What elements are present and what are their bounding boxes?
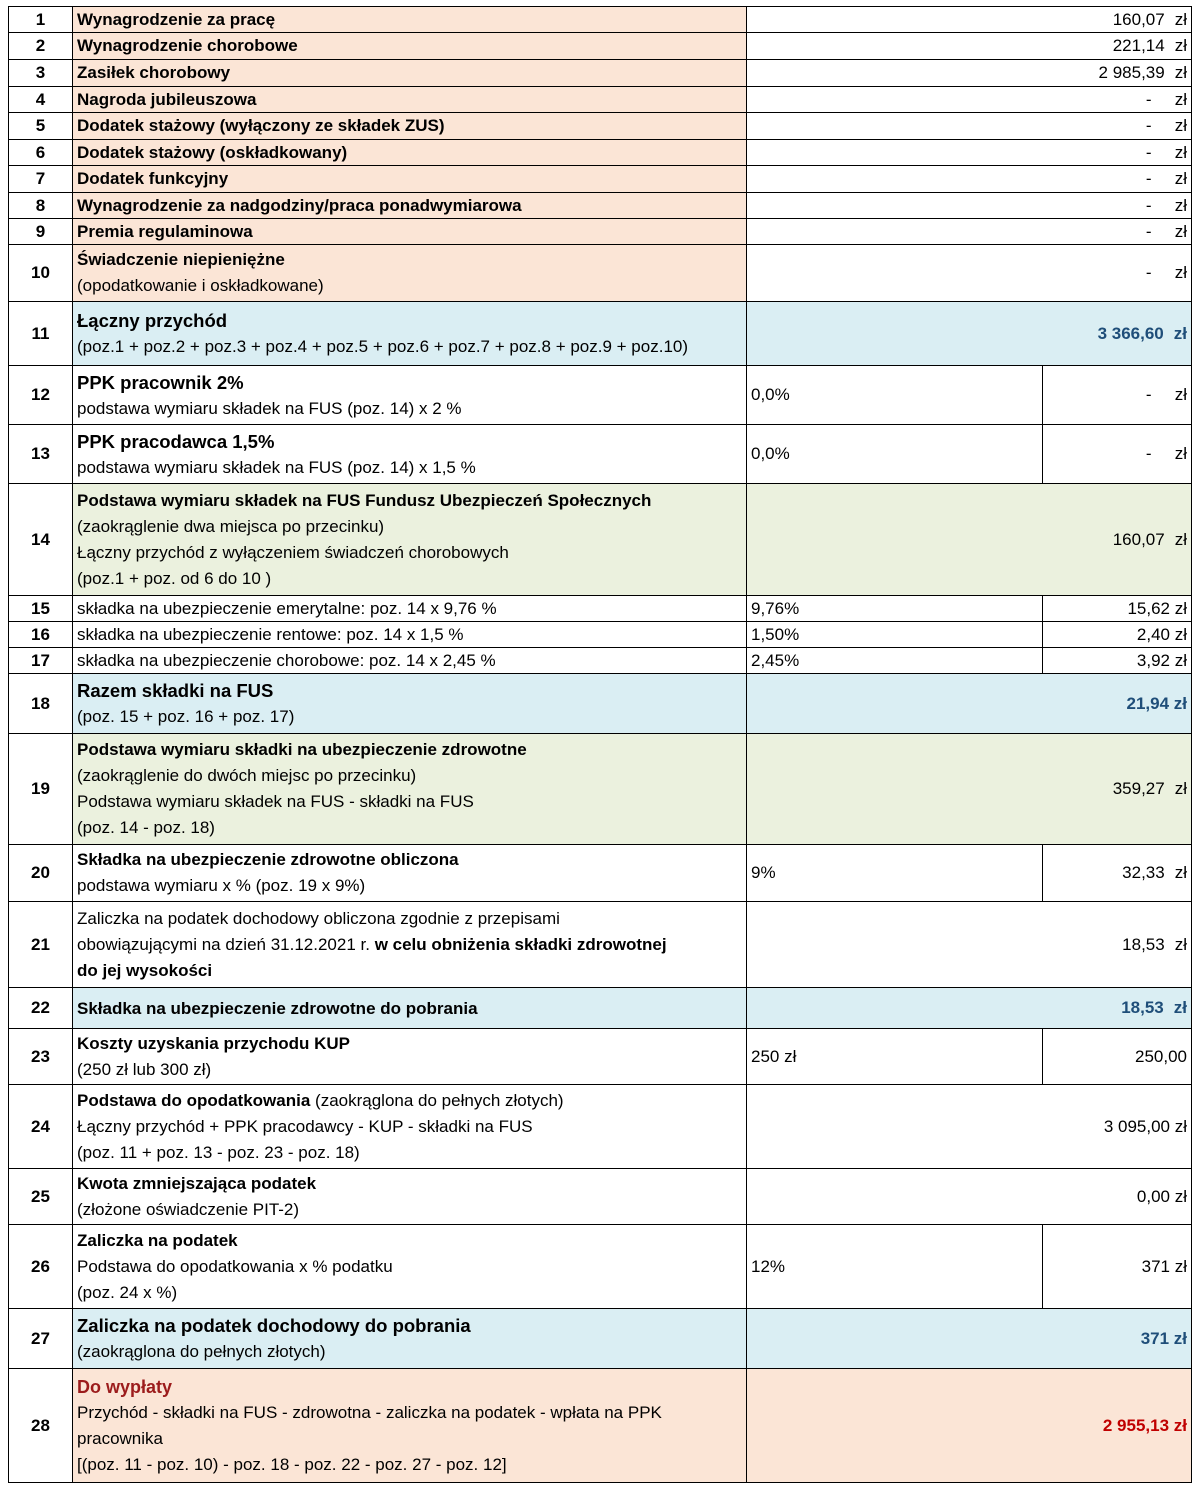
table-row	[9, 902, 1192, 988]
row-rate: 250 zł	[747, 1029, 1043, 1085]
row-title: Składka na ubezpieczenie zdrowotne obliczona	[77, 850, 459, 869]
row-subtitle: podstawa wymiaru x % (poz. 19 x 9%)	[77, 876, 366, 895]
row-value: 3 095,00 zł	[747, 1085, 1192, 1169]
row-number: 10	[9, 245, 73, 302]
row-label	[73, 302, 747, 366]
row-subtitle: Przychód - składki na FUS - zdrowotna - zaliczka na podatek - wpłata na PPK	[77, 1402, 662, 1422]
row-number: 9	[9, 219, 73, 245]
row-number: 16	[9, 622, 73, 648]
row-subtitle: Podstawa wymiaru składek na FUS - składki na FUS	[77, 792, 474, 811]
row-number: 21	[9, 902, 73, 988]
table-row	[9, 1225, 1192, 1309]
row-title: Zaliczka na podatek dochodowy do pobrania	[77, 1315, 471, 1336]
table-row	[9, 988, 1192, 1029]
row-number: 27	[9, 1309, 73, 1369]
table-row	[9, 87, 1192, 113]
row-title: Podstawa wymiaru składki na ubezpieczenie zdrowotne	[77, 740, 527, 759]
row-value: 221,14 zł	[747, 33, 1192, 60]
table-row	[9, 1169, 1192, 1225]
row-subtitle: pracownika	[77, 1428, 163, 1448]
row-rate: 0,0%	[747, 425, 1043, 484]
table-row	[9, 622, 1192, 648]
row-label: Wynagrodzenie chorobowe	[73, 33, 747, 60]
table-row	[9, 1029, 1192, 1085]
row-subtitle: (poz. 24 x %)	[77, 1282, 178, 1302]
table-row	[9, 1369, 1192, 1483]
row-label	[73, 1169, 747, 1225]
row-number: 1	[9, 7, 73, 33]
row-rate: 2,45%	[747, 648, 1043, 674]
row-value: 18,53 zł	[747, 902, 1192, 988]
row-subtitle: (poz. 11 + poz. 13 - poz. 23 - poz. 18)	[77, 1142, 360, 1162]
row-value: 0,00 zł	[747, 1169, 1192, 1225]
row-label	[73, 1225, 747, 1309]
row-label	[73, 366, 747, 425]
row-subtitle: (zaokrąglona do pełnych złotych)	[77, 1342, 326, 1361]
payroll-table	[8, 6, 1192, 1483]
row-title: PPK pracodawca 1,5%	[77, 430, 275, 452]
table-row	[9, 193, 1192, 219]
row-number: 14	[9, 484, 73, 596]
table-row	[9, 7, 1192, 33]
row-value: - zł	[747, 166, 1192, 193]
row-value: - zł	[747, 87, 1192, 113]
row-title: Łączny przychód	[77, 310, 228, 331]
row-value: 371 zł	[747, 1309, 1192, 1369]
row-subtitle: (opodatkowanie i oskładkowane)	[77, 276, 324, 295]
row-subtitle: (zaokrąglenie dwa miejsca po przecinku)	[77, 516, 385, 536]
row-label	[73, 845, 747, 902]
table-row	[9, 245, 1192, 302]
table-row	[9, 302, 1192, 366]
row-number: 11	[9, 302, 73, 366]
row-number: 17	[9, 648, 73, 674]
table-row	[9, 1085, 1192, 1169]
row-title: Razem składki na FUS	[77, 680, 274, 701]
row-value: 2,40 zł	[1043, 622, 1192, 648]
row-number: 13	[9, 425, 73, 484]
row-label	[73, 674, 747, 734]
row-title: Świadczenie niepieniężne	[77, 250, 285, 269]
row-label: Premia regulaminowa	[73, 219, 747, 245]
row-subtitle: (poz. 15 + poz. 16 + poz. 17)	[77, 707, 295, 726]
row-value: - zł	[747, 193, 1192, 219]
row-label	[73, 425, 747, 484]
row-label: Dodatek stażowy (wyłączony ze składek ZUS)	[73, 113, 747, 140]
row-label	[73, 734, 747, 845]
row-number: 3	[9, 60, 73, 87]
row-number: 25	[9, 1169, 73, 1225]
row-value: 371 zł	[1043, 1225, 1192, 1309]
row-number: 18	[9, 674, 73, 734]
row-subtitle: Łączny przychód z wyłączeniem świadczeń chorobowych	[77, 542, 509, 562]
row-value: 15,62 zł	[1043, 596, 1192, 622]
row-value: 359,27 zł	[747, 734, 1192, 845]
table-row	[9, 596, 1192, 622]
table-row	[9, 113, 1192, 140]
row-label	[73, 1369, 747, 1483]
row-subtitle: (poz. 14 - poz. 18)	[77, 818, 215, 837]
row-value: 32,33 zł	[1043, 845, 1192, 902]
row-subtitle: podstawa wymiaru składek na FUS (poz. 14) x 1,5 %	[77, 457, 476, 477]
row-number: 22	[9, 988, 73, 1029]
row-label: Zasiłek chorobowy	[73, 60, 747, 87]
table-row	[9, 845, 1192, 902]
row-label: Składka na ubezpieczenie zdrowotne do pobrania	[73, 988, 747, 1029]
row-text-line: do jej wysokości	[77, 960, 213, 980]
row-rate: 9%	[747, 845, 1043, 902]
row-text-line: Zaliczka na podatek dochodowy obliczona zgodnie z przepisami	[77, 908, 560, 928]
table-row	[9, 1309, 1192, 1369]
row-label: Wynagrodzenie za pracę	[73, 7, 747, 33]
row-value: 160,07 zł	[747, 7, 1192, 33]
row-text-line: obowiązującymi na dzień 31.12.2021 r. w celu obniżenia składki zdrowotnej	[77, 934, 667, 954]
row-rate: 9,76%	[747, 596, 1043, 622]
row-number: 15	[9, 596, 73, 622]
row-value: - zł	[747, 113, 1192, 140]
payout-value: 2 955,13 zł	[747, 1369, 1192, 1483]
row-label: Wynagrodzenie za nadgodziny/praca ponadwymiarowa	[73, 193, 747, 219]
row-value: - zł	[1043, 366, 1192, 425]
row-label: Dodatek funkcyjny	[73, 166, 747, 193]
row-value: 160,07 zł	[747, 484, 1192, 596]
table-row	[9, 425, 1192, 484]
row-rate: 1,50%	[747, 622, 1043, 648]
row-title: Koszty uzyskania przychodu KUP	[77, 1033, 351, 1053]
row-subtitle: podstawa wymiaru składek na FUS (poz. 14) x 2 %	[77, 398, 462, 418]
table-row	[9, 734, 1192, 845]
row-subtitle: (250 zł lub 300 zł)	[77, 1059, 212, 1079]
row-label: Dodatek stażowy (oskładkowany)	[73, 140, 747, 166]
row-number: 5	[9, 113, 73, 140]
row-number: 26	[9, 1225, 73, 1309]
row-number: 6	[9, 140, 73, 166]
table-row	[9, 674, 1192, 734]
table-row	[9, 33, 1192, 60]
row-rate: 12%	[747, 1225, 1043, 1309]
table-row	[9, 484, 1192, 596]
row-value: 2 985,39 zł	[747, 60, 1192, 87]
row-label: składka na ubezpieczenie emerytalne: poz. 14 x 9,76 %	[73, 596, 747, 622]
row-label	[73, 1085, 747, 1169]
row-subtitle: (poz.1 + poz. od 6 do 10 )	[77, 568, 272, 588]
row-number: 28	[9, 1369, 73, 1483]
row-value: - zł	[747, 219, 1192, 245]
row-label: składka na ubezpieczenie chorobowe: poz. 14 x 2,45 %	[73, 648, 747, 674]
table-row	[9, 366, 1192, 425]
row-title: Kwota zmniejszająca podatek	[77, 1173, 317, 1193]
table-row	[9, 140, 1192, 166]
row-subtitle: (zaokrąglenie do dwóch miejsc po przecinku)	[77, 766, 417, 785]
row-value: 21,94 zł	[747, 674, 1192, 734]
row-title: PPK pracownik 2%	[77, 371, 244, 393]
row-value: 3 366,60 zł	[747, 302, 1192, 366]
row-label	[73, 902, 747, 988]
row-subtitle: [(poz. 11 - poz. 10) - poz. 18 - poz. 22 - poz. 27 - poz. 12]	[77, 1454, 507, 1474]
row-value: - zł	[747, 140, 1192, 166]
row-number: 23	[9, 1029, 73, 1085]
row-value: - zł	[1043, 425, 1192, 484]
row-number: 7	[9, 166, 73, 193]
table-row	[9, 166, 1192, 193]
table-row	[9, 60, 1192, 87]
row-title: Zaliczka na podatek	[77, 1230, 238, 1250]
row-subtitle: Łączny przychód + PPK pracodawcy - KUP - składki na FUS	[77, 1116, 533, 1136]
row-value: 18,53 zł	[747, 988, 1192, 1029]
row-value: 3,92 zł	[1043, 648, 1192, 674]
row-value: - zł	[747, 245, 1192, 302]
row-value: 250,00	[1043, 1029, 1192, 1085]
row-subtitle: Podstawa do opodatkowania x % podatku	[77, 1256, 393, 1276]
table-row	[9, 648, 1192, 674]
row-label	[73, 484, 747, 596]
row-label	[73, 1309, 747, 1369]
row-subtitle: (poz.1 + poz.2 + poz.3 + poz.4 + poz.5 + poz.6 + poz.7 + poz.8 + poz.9 + poz.10)	[77, 337, 689, 356]
row-title: Do wypłaty	[77, 1376, 173, 1397]
table-row	[9, 219, 1192, 245]
row-label	[73, 1029, 747, 1085]
row-title: Podstawa wymiaru składek na FUS Fundusz Ubezpieczeń Społecznych	[77, 490, 652, 510]
row-number: 4	[9, 87, 73, 113]
row-number: 19	[9, 734, 73, 845]
row-label: składka na ubezpieczenie rentowe: poz. 14 x 1,5 %	[73, 622, 747, 648]
row-number: 24	[9, 1085, 73, 1169]
row-label: Nagroda jubileuszowa	[73, 87, 747, 113]
row-rate: 0,0%	[747, 366, 1043, 425]
row-title: Podstawa do opodatkowania (zaokrąglona do pełnych złotych)	[77, 1090, 564, 1110]
row-number: 12	[9, 366, 73, 425]
row-subtitle: (złożone oświadczenie PIT-2)	[77, 1199, 300, 1219]
row-label	[73, 245, 747, 302]
row-number: 20	[9, 845, 73, 902]
row-number: 8	[9, 193, 73, 219]
row-number: 2	[9, 33, 73, 60]
